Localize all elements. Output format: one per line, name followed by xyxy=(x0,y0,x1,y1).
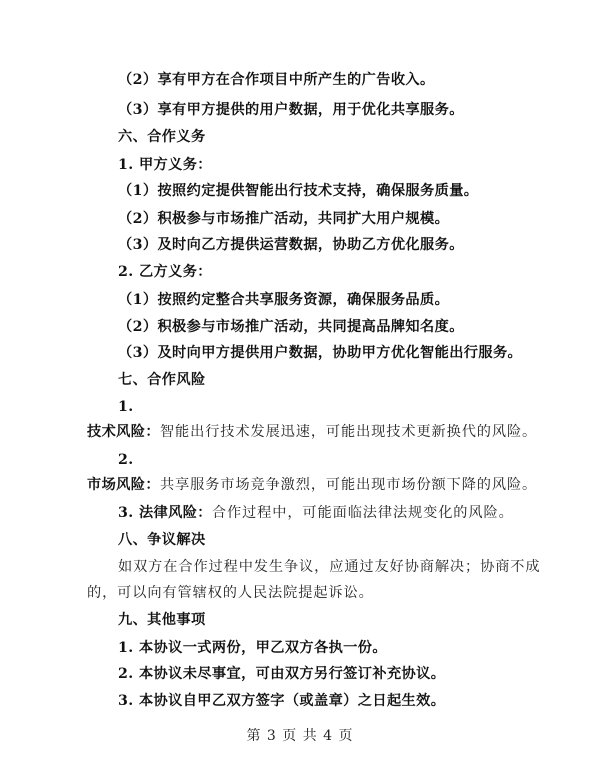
party-b-obligation-3: （3）及时向甲方提供用户数据，协助甲方优化智能出行服务。 xyxy=(118,345,523,361)
party-a-obligation-3: （3）及时向乙方提供运营数据，协助乙方优化服务。 xyxy=(118,237,464,253)
risk-item-legal xyxy=(118,504,514,522)
party-a-obligations-heading: 1. 甲方义务： xyxy=(118,157,212,173)
party-b-obligations-heading: 2. 乙方义务： xyxy=(118,264,212,280)
risk-prefix: 3. xyxy=(118,505,139,521)
dispute-paragraph-line-1: 如双方在合作过程中发生争议，应通过友好协商解决；协商不成 xyxy=(118,559,541,575)
section-heading-obligations: 六、合作义务 xyxy=(118,129,206,145)
risk-label: 法律风险： xyxy=(138,505,212,521)
page-number-footer: 第 3 页 共 4 页 xyxy=(246,728,354,744)
section-heading-dispute: 八、争议解决 xyxy=(118,532,206,548)
risk-number-1: 1. xyxy=(118,399,134,415)
section-heading-risks: 七、合作风险 xyxy=(118,372,206,388)
misc-clause-2: 2. 本协议未尽事宜，可由双方另行签订补充协议。 xyxy=(118,666,446,682)
clause-rights-2: （2）享有甲方在合作项目中所产生的广告收入。 xyxy=(118,72,435,88)
clause-rights-3: （3）享有甲方提供的用户数据，用于优化共享服务。 xyxy=(118,102,464,118)
party-b-obligation-2: （2）积极参与市场推广活动，共同提高品牌知名度。 xyxy=(118,319,464,335)
party-a-obligation-1: （1）按照约定提供智能出行技术支持，确保服务质量。 xyxy=(118,183,479,199)
risk-text: 合作过程中，可能面临法律法规变化的风险。 xyxy=(211,505,514,521)
risk-text: 共享服务市场竞争激烈，可能出现市场份额下降的风险。 xyxy=(159,477,538,493)
misc-clause-3: 3. 本协议自甲乙双方签字（或盖章）之日起生效。 xyxy=(118,693,446,709)
risk-label: 市场风险： xyxy=(87,477,160,493)
risk-text: 智能出行技术发展迅速，可能出现技术更新换代的风险。 xyxy=(159,424,538,440)
dispute-paragraph-line-2: 的，可以向有管辖权的人民法院提起诉讼。 xyxy=(87,585,374,601)
misc-clause-1: 1. 本协议一式两份，甲乙双方各执一份。 xyxy=(118,640,387,656)
risk-item-technology xyxy=(87,423,537,441)
risk-label: 技术风险： xyxy=(87,424,160,440)
party-b-obligation-1: （1）按照约定整合共享服务资源，确保服务品质。 xyxy=(118,292,450,308)
section-heading-misc: 九、其他事项 xyxy=(118,612,206,628)
party-a-obligation-2: （2）积极参与市场推广活动，共同扩大用户规模。 xyxy=(118,211,450,227)
risk-number-2: 2. xyxy=(118,452,134,468)
risk-item-market xyxy=(87,476,537,494)
